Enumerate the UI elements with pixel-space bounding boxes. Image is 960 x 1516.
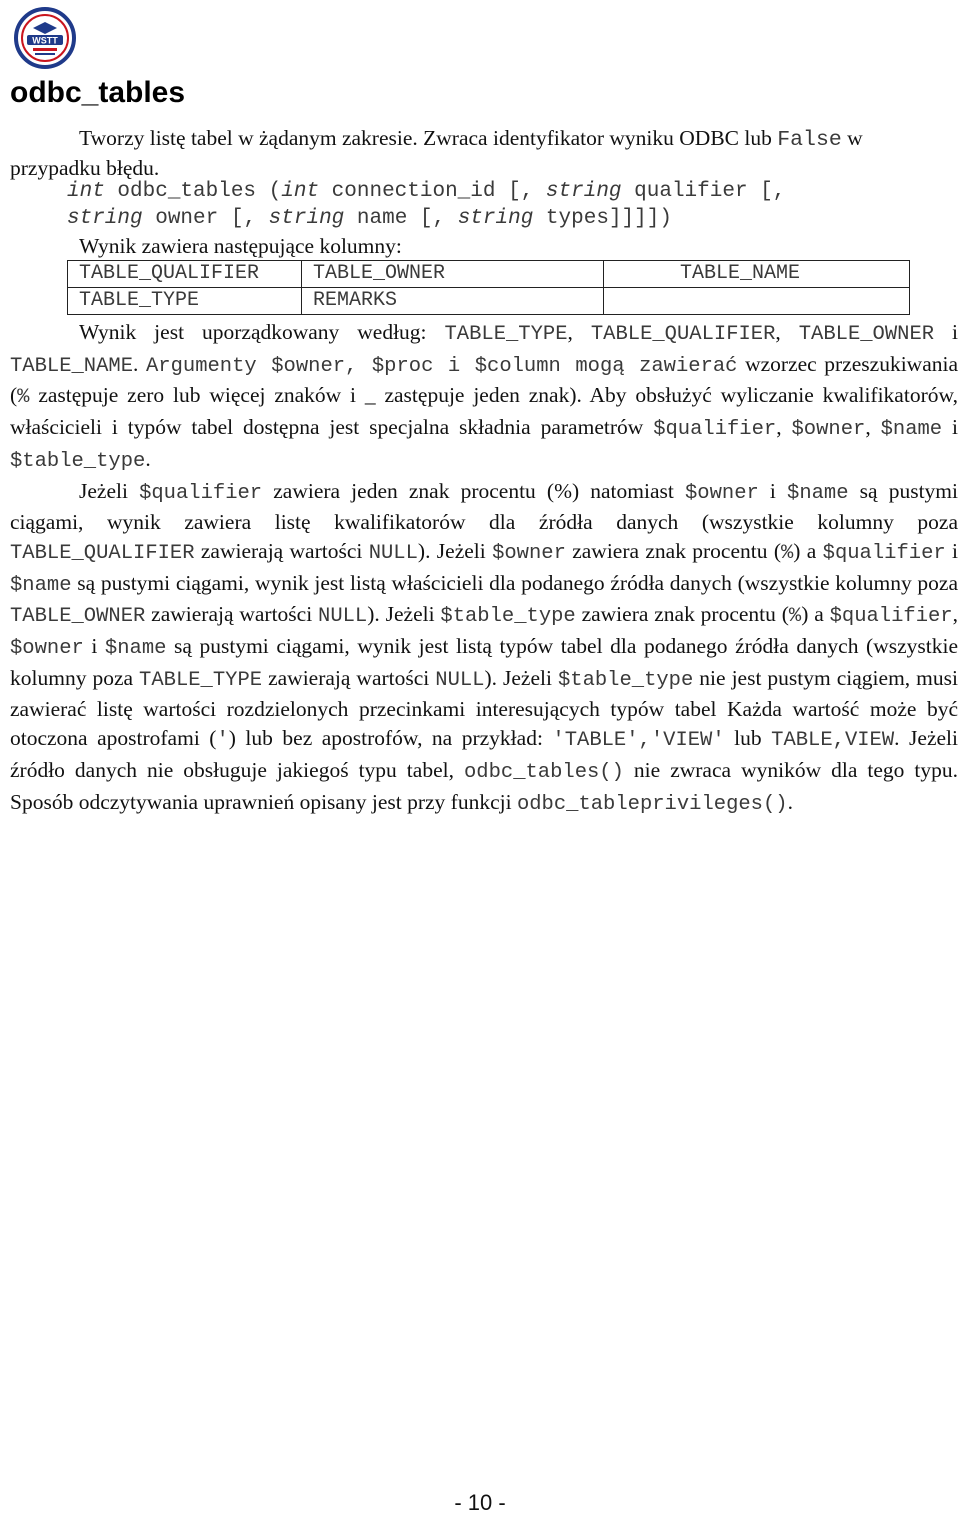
- table-cell: TABLE_QUALIFIER: [68, 261, 302, 288]
- table-cell: TABLE_TYPE: [68, 288, 302, 315]
- page-number: - 10 -: [454, 1490, 506, 1515]
- signature-line-2: string owner [, string name [, string types]]]]): [67, 207, 672, 230]
- intro-paragraph: Tworzy listę tabel w żądanym zakresie. Zwraca identyfikator wyniku ODBC lub False w przypadku błędu.: [10, 126, 863, 180]
- wstt-logo: [13, 6, 77, 70]
- table-cell: REMARKS: [302, 288, 604, 315]
- code-false: False: [777, 128, 842, 152]
- table-cell: [604, 288, 910, 315]
- table-cell: TABLE_NAME: [604, 261, 910, 288]
- body-text: [10, 318, 958, 819]
- page-title: odbc_tables: [10, 76, 186, 109]
- logo-text: WSTT: [32, 35, 58, 46]
- table-cell: TABLE_OWNER: [302, 261, 604, 288]
- table-row: [68, 288, 910, 315]
- table-row: [68, 261, 910, 288]
- signature-line-1: int odbc_tables (int connection_id [, string qualifier [,: [67, 180, 786, 203]
- paragraph-ordering: Wynik jest uporządkowany według: TABLE_TYPE, TABLE_QUALIFIER, TABLE_OWNER i TABLE_NAME. Argumenty $owner, $proc i $column mogą zawierać wzorzec przeszukiwania (% zastępuje zero lub więcej znaków i _ zastępuje jeden znak). Aby obsłużyć wyliczanie kwalifikatorów, właścicieli i typów tabel dostępna jest specjalna składnia parametrów $qualifier, $owner, $name i $table_type.: [10, 320, 959, 473]
- function-signature: [67, 178, 957, 232]
- paragraph-details: Jeżeli $qualifier zawiera jeden znak procentu (%) natomiast $owner i $name są pustymi ciągami, wynik zawiera listę kwalifikatorów dla źródła danych (wszystkie kolumny poza TABLE_QUALIFIER zawierają wartości NULL). Jeżeli $owner zawiera znak procentu (%) a $qualifier i $name są pustymi ciągami, wynik jest listą właścicieli dla podanego źródła danych (wszystkie kolumny poza TABLE_OWNER zawierają wartości NULL). Jeżeli $table_type zawiera znak procentu (%) a $qualifier, $owner i $name są pustymi ciągami, wynik jest listą typów tabel dla podanego źródła danych (wszystkie kolumny poza TABLE_TYPE zawierają wartości NULL). Jeżeli $table_type nie jest pustym ciągiem, musi zawierać listę wartości rozdzielonych przecinkami interesujących typów tabel Każda wartość może być otoczona apostrofami (') lub bez apostrofów, na przykład: 'TABLE','VIEW' lub TABLE,VIEW. Jeżeli źródło danych nie obsługuje jakiegoś typu tabel, odbc_tables() nie zwraca wyników dla tego typu. Sposób odczytywania uprawnień opisany jest przy funkcji odbc_tableprivileges().: [10, 478, 959, 816]
- columns-label: Wynik zawiera następujące kolumny:: [79, 234, 402, 258]
- columns-table: [67, 260, 910, 315]
